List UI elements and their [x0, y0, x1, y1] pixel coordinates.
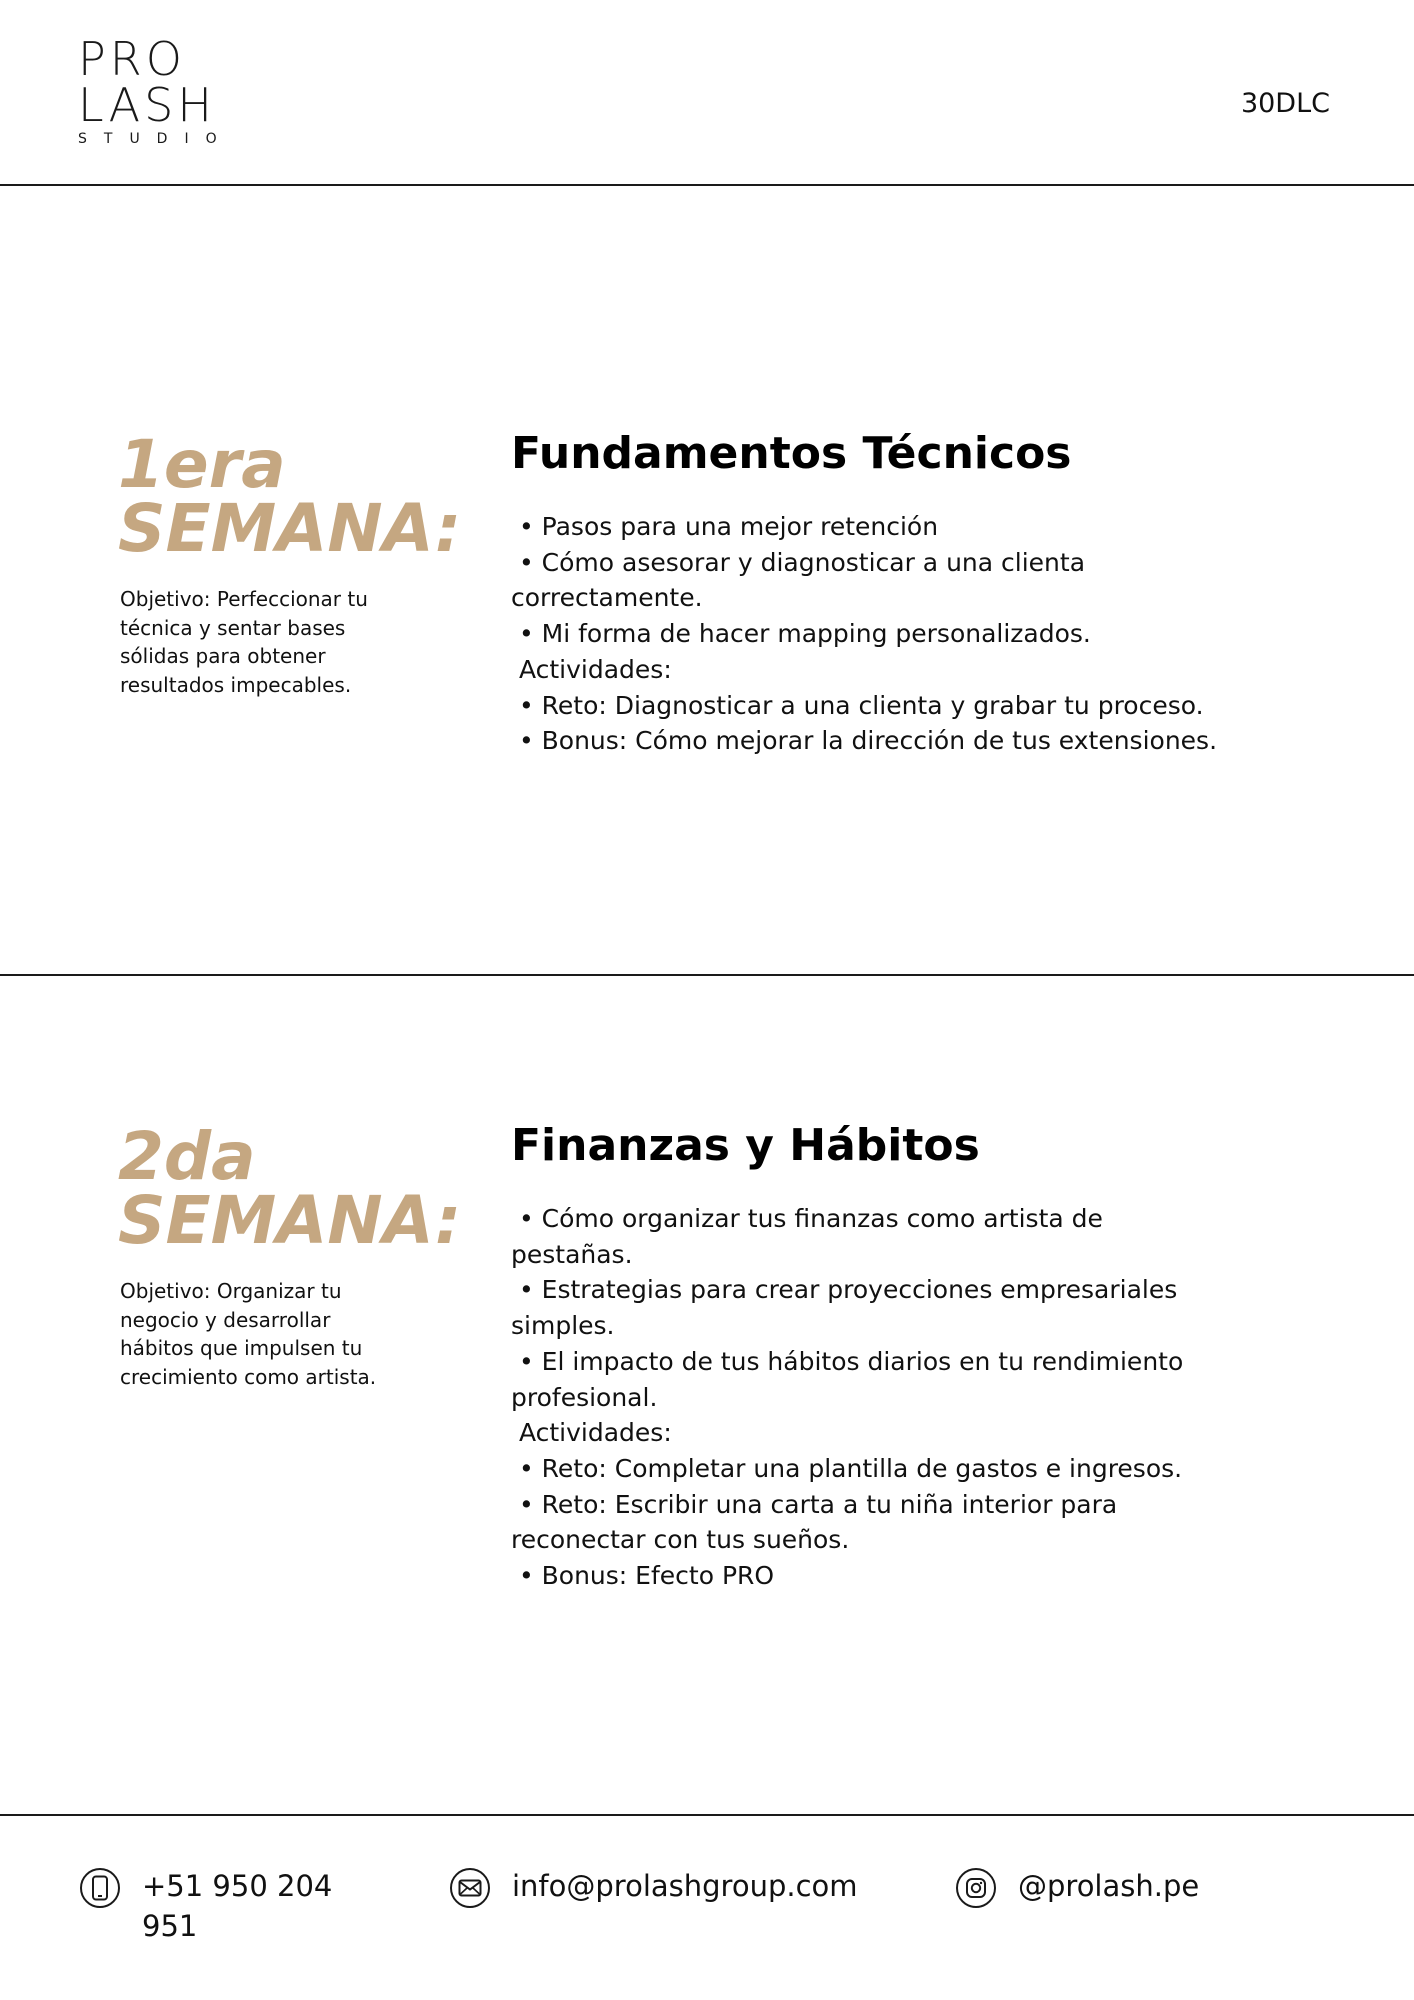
week-2-objective-line: crecimiento como artista.	[120, 1364, 377, 1389]
phone-icon	[80, 1868, 120, 1908]
week-1-objective-line: técnica y sentar bases	[120, 615, 346, 640]
week-2-label-line2: SEMANA:	[118, 1182, 462, 1259]
week-1-label	[118, 426, 478, 567]
week-2-content	[511, 1201, 1251, 1594]
mail-icon	[450, 1868, 490, 1908]
contact-email	[450, 1866, 858, 1908]
week-1-objective-line: Objetivo: Perfeccionar tu	[120, 587, 368, 611]
week-2-content-line: reconectar con tus sueños.	[511, 1525, 850, 1555]
footer-divider	[0, 1814, 1414, 1816]
section-divider	[0, 974, 1414, 976]
week-1-activities-heading: Actividades:	[511, 654, 672, 684]
phone-number-line1: +51 950 204	[142, 1869, 333, 1903]
week-1-content-line: • Reto: Diagnosticar a una clienta y grabar tu proceso.	[511, 690, 1204, 720]
week-2-content-line: profesional.	[511, 1382, 658, 1412]
phone-number	[142, 1866, 332, 1946]
logo-line-2: LASH	[78, 78, 216, 132]
week-2-content-line: • Bonus: Efecto PRO	[511, 1561, 775, 1591]
logo-line-1: PRO	[78, 32, 186, 86]
email-link[interactable]: info@prolashgroup.com	[512, 1869, 858, 1903]
week-2-content-line: • Reto: Completar una plantilla de gastos e ingresos.	[511, 1453, 1183, 1483]
week-2-content-line: • Reto: Escribir una carta a tu niña interior para	[511, 1489, 1118, 1519]
week-2-content-line: • Cómo organizar tus finanzas como artista de	[511, 1204, 1103, 1233]
week-2-activities-heading: Actividades:	[511, 1418, 672, 1448]
instagram-icon	[956, 1868, 996, 1908]
week-2-content-line: pestañas.	[511, 1239, 633, 1269]
week-2-objective	[120, 1277, 410, 1391]
week-1-objective	[120, 585, 410, 699]
week-2-label	[118, 1118, 478, 1259]
week-1-label-line1: 1era	[118, 426, 286, 503]
week-1-title: Fundamentos Técnicos	[511, 428, 1072, 479]
week-1-objective-line: sólidas para obtener	[120, 644, 326, 668]
document-code: 30DLC	[1240, 88, 1330, 119]
week-1-content-line: • Mi forma de hacer mapping personalizados.	[511, 619, 1091, 649]
week-1-content	[511, 509, 1251, 759]
week-2-content-line: simples.	[511, 1311, 615, 1341]
week-2-label-line1: 2da	[118, 1118, 256, 1195]
week-2-title: Finanzas y Hábitos	[511, 1120, 980, 1171]
contact-phone	[80, 1866, 332, 1946]
week-2-objective-line: Objetivo: Organizar tu	[120, 1279, 342, 1303]
week-2-objective-line: negocio y desarrollar	[120, 1307, 331, 1332]
week-1-content-line: correctamente.	[511, 583, 703, 613]
week-2-content-line: • Estrategias para crear proyecciones empresariales	[511, 1275, 1178, 1305]
logo-line-3: STUDIO	[78, 131, 234, 147]
week-1-content-line: • Pasos para una mejor retención	[511, 512, 939, 541]
week-2-objective-line: hábitos que impulsen tu	[120, 1336, 363, 1360]
contact-social	[956, 1866, 1199, 1908]
week-1-label-line2: SEMANA:	[118, 490, 462, 567]
week-2-content-line: • El impacto de tus hábitos diarios en tu rendimiento	[511, 1346, 1184, 1376]
phone-number-line2: 951	[142, 1909, 198, 1943]
week-1-content-line: • Cómo asesorar y diagnosticar a una clienta	[511, 547, 1086, 577]
brand-logo	[78, 32, 248, 147]
header-divider	[0, 184, 1414, 186]
instagram-handle[interactable]: @prolash.pe	[1018, 1869, 1200, 1903]
week-1-objective-line: resultados impecables.	[120, 672, 352, 697]
week-1-content-line: • Bonus: Cómo mejorar la dirección de tus extensiones.	[511, 726, 1218, 756]
